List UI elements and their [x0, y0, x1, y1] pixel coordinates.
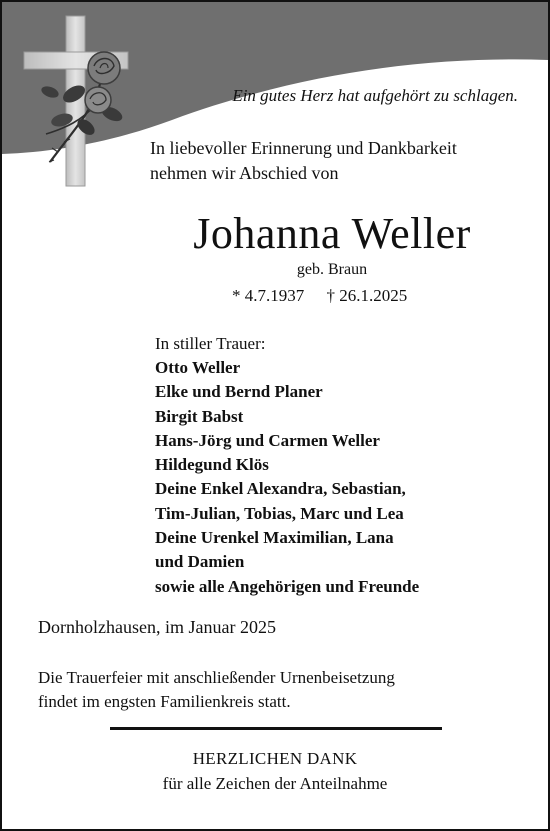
divider	[110, 727, 442, 730]
mourner-line: Hans-Jörg und Carmen Weller	[155, 430, 380, 450]
birth-name: geb. Braun	[296, 261, 368, 278]
mourner-line: und Damien	[155, 552, 245, 572]
mourner-line: Otto Weller	[155, 358, 241, 377]
mourners-block	[155, 332, 535, 599]
mourner-line: Deine Enkel Alexandra, Sebastian,	[155, 479, 406, 499]
mourner-line: Elke und Bernd Planer	[155, 382, 323, 402]
thanks-heading: HERZLICHEN DANK	[192, 749, 358, 768]
ceremony-info	[38, 666, 528, 714]
death-date: † 26.1.2025	[326, 286, 408, 305]
mourners-list	[155, 356, 535, 599]
mourner-line: Hildegund Klös	[155, 455, 269, 475]
ceremony-line: findet im engsten Familienkreis statt.	[38, 692, 291, 711]
life-dates	[232, 286, 432, 306]
intro-line: In liebevoller Erinnerung und Dankbarkeit	[150, 138, 457, 158]
mourner-line: sowie alle Angehörigen und Freunde	[155, 576, 420, 596]
mourner-line: Tim-Julian, Tobias, Marc und Lea	[155, 503, 404, 523]
thanks-subline: für alle Zeichen der Anteilnahme	[162, 774, 388, 793]
deceased-name: Johanna Weller	[193, 209, 471, 258]
mourners-heading: In stiller Trauer:	[155, 334, 266, 353]
ceremony-line: Die Trauerfeier mit anschließender Urnenbeisetzung	[38, 668, 395, 687]
intro-text	[150, 136, 540, 186]
mourner-line: Birgit Babst	[155, 406, 244, 426]
intro-line: nehmen wir Abschied von	[150, 163, 339, 183]
place-date: Dornholzhausen, im Januar 2025	[38, 617, 276, 637]
cross-with-roses-icon	[2, 2, 152, 192]
birth-date: * 4.7.1937	[232, 286, 305, 305]
mourner-line: Deine Urenkel Maximilian, Lana	[155, 528, 394, 548]
motto: Ein gutes Herz hat aufgehört zu schlagen.	[232, 86, 518, 105]
